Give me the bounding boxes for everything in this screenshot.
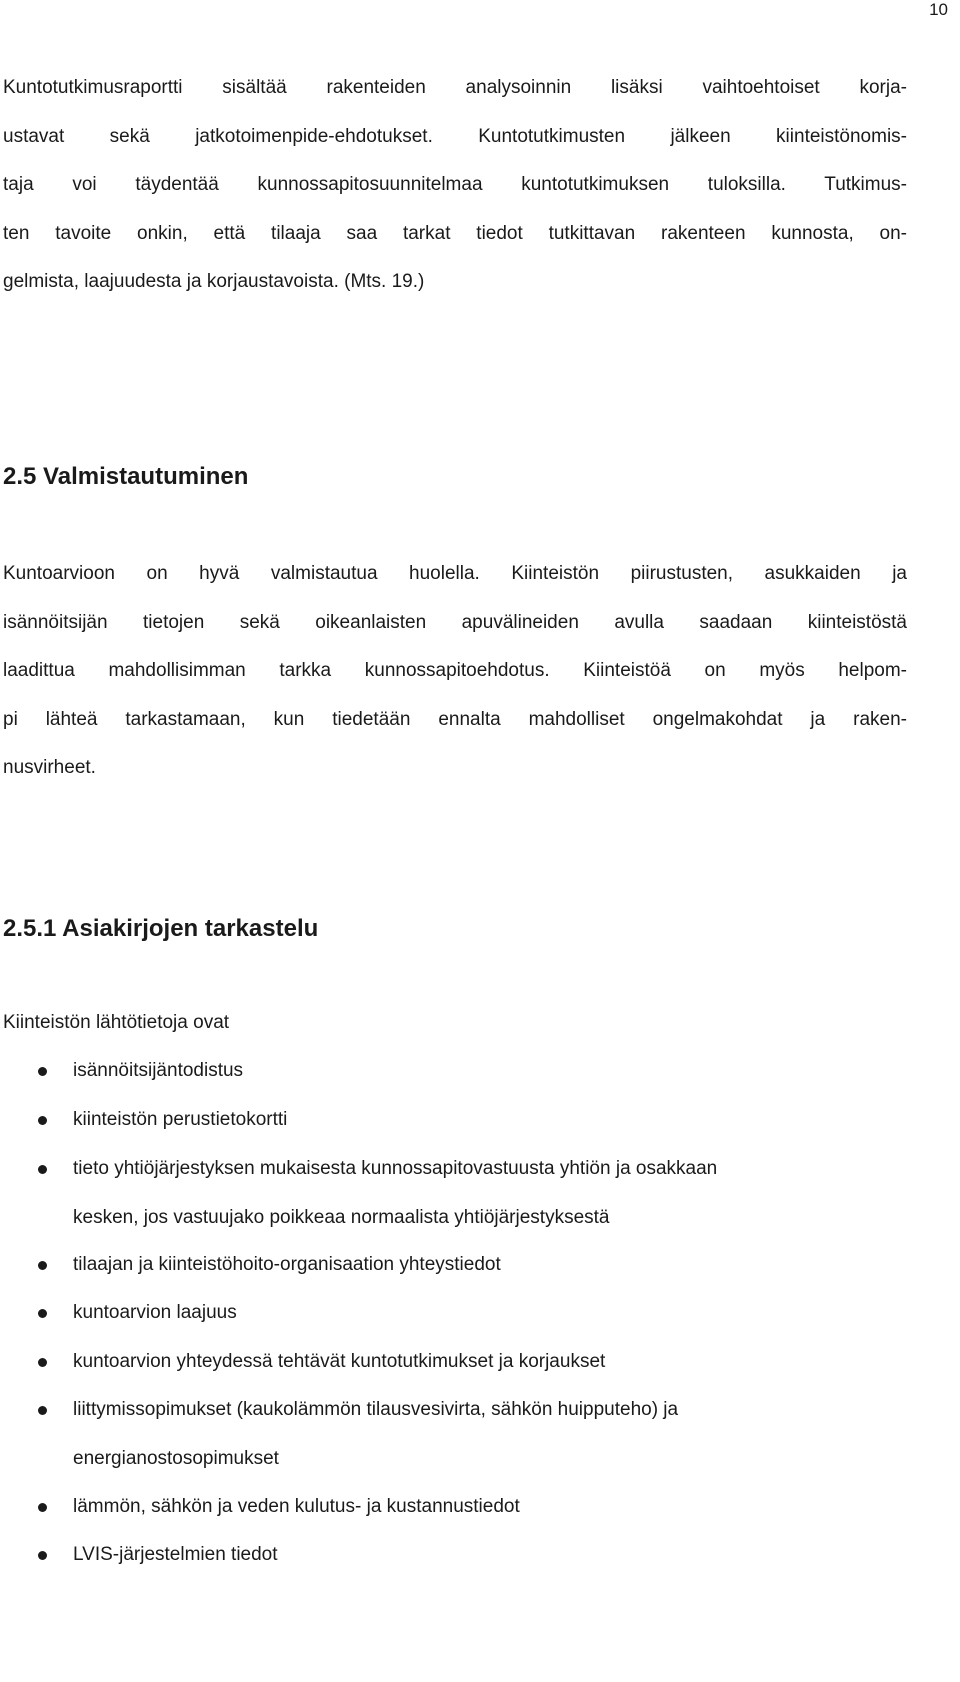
- list-item-text: kesken, jos vastuujako poikkeaa normaalista yhtiöjärjestyksestä: [73, 1206, 610, 1228]
- bullet-icon: [38, 1067, 47, 1076]
- list-item-text: tieto yhtiöjärjestyksen mukaisesta kunnossapitovastuusta yhtiön ja osakkaan: [73, 1158, 718, 1179]
- list-item-text: LVIS-järjestelmien tiedot: [73, 1544, 278, 1565]
- paragraph-line: ten tavoite onkin, että tilaaja saa tarkat tiedot tutkittavan rakenteen kunnosta, on-: [3, 222, 907, 244]
- paragraph-line: isännöitsijän tietojen sekä oikeanlaisten apuvälineiden avulla saadaan kiinteistöstä: [3, 611, 907, 633]
- list-item-text: kiinteistön perustietokortti: [73, 1109, 288, 1130]
- list-item-text: energianostosopimukset: [73, 1447, 279, 1469]
- paragraph-line: Kuntotutkimusraportti sisältää rakenteiden analysoinnin lisäksi vaihtoehtoiset korja-: [3, 77, 907, 98]
- paragraph-line: nusvirheet.: [3, 757, 96, 779]
- bullet-icon: [38, 1358, 47, 1367]
- bullet-icon: [38, 1406, 47, 1415]
- paragraph-condition-survey: [3, 64, 907, 307]
- paragraph-line: taja voi täydentää kunnossapitosuunnitelmaa kuntotutkimuksen tuloksilla. Tutkimus-: [3, 174, 907, 196]
- paragraph-line: pi lähteä tarkastamaan, kun tiedetään ennalta mahdolliset ongelmakohdat ja raken-: [3, 708, 907, 730]
- paragraph-line: ustavat sekä jatkotoimenpide-ehdotukset. Kuntotutkimusten jälkeen kiinteistönomis-: [3, 125, 907, 147]
- list-item-text: kuntoarvion yhteydessä tehtävät kuntotutkimukset ja korjaukset: [73, 1351, 606, 1372]
- bullet-icon: [38, 1116, 47, 1125]
- bullet-icon: [38, 1503, 47, 1512]
- paragraph-line: laadittua mahdollisimman tarkka kunnossapitoehdotus. Kiinteistöä on myös helpom-: [3, 660, 907, 682]
- list-item-text: liittymissopimukset (kaukolämmön tilausvesivirta, sähkön huipputeho) ja: [73, 1399, 679, 1420]
- list-intro: [3, 999, 229, 1048]
- list-item-text: lämmön, sähkön ja veden kulutus- ja kustannustiedot: [73, 1496, 520, 1517]
- paragraph-line: Kuntoarvioon on hyvä valmistautua huolella. Kiinteistön piirustusten, asukkaiden ja: [3, 563, 907, 584]
- bullet-icon: [38, 1309, 47, 1318]
- paragraph-line: gelmista, laajuudesta ja korjaustavoista. (Mts. 19.): [3, 271, 425, 293]
- subsection-heading-document-review: 2.5.1 Asiakirjojen tarkastelu: [3, 915, 319, 942]
- bullet-icon: [38, 1551, 47, 1560]
- paragraph-preparation: [3, 550, 907, 793]
- bullet-icon: [38, 1165, 47, 1174]
- list-item-text: kuntoarvion laajuus: [73, 1302, 237, 1323]
- list-item-text: tilaajan ja kiinteistöhoito-organisaation yhteystiedot: [73, 1254, 501, 1275]
- list-intro-text: Kiinteistön lähtötietoja ovat: [3, 1012, 230, 1033]
- section-heading-preparation: 2.5 Valmistautuminen: [3, 463, 249, 490]
- page-number: 10: [929, 0, 948, 19]
- list-item-text: isännöitsijäntodistus: [73, 1060, 244, 1081]
- bullet-icon: [38, 1261, 47, 1270]
